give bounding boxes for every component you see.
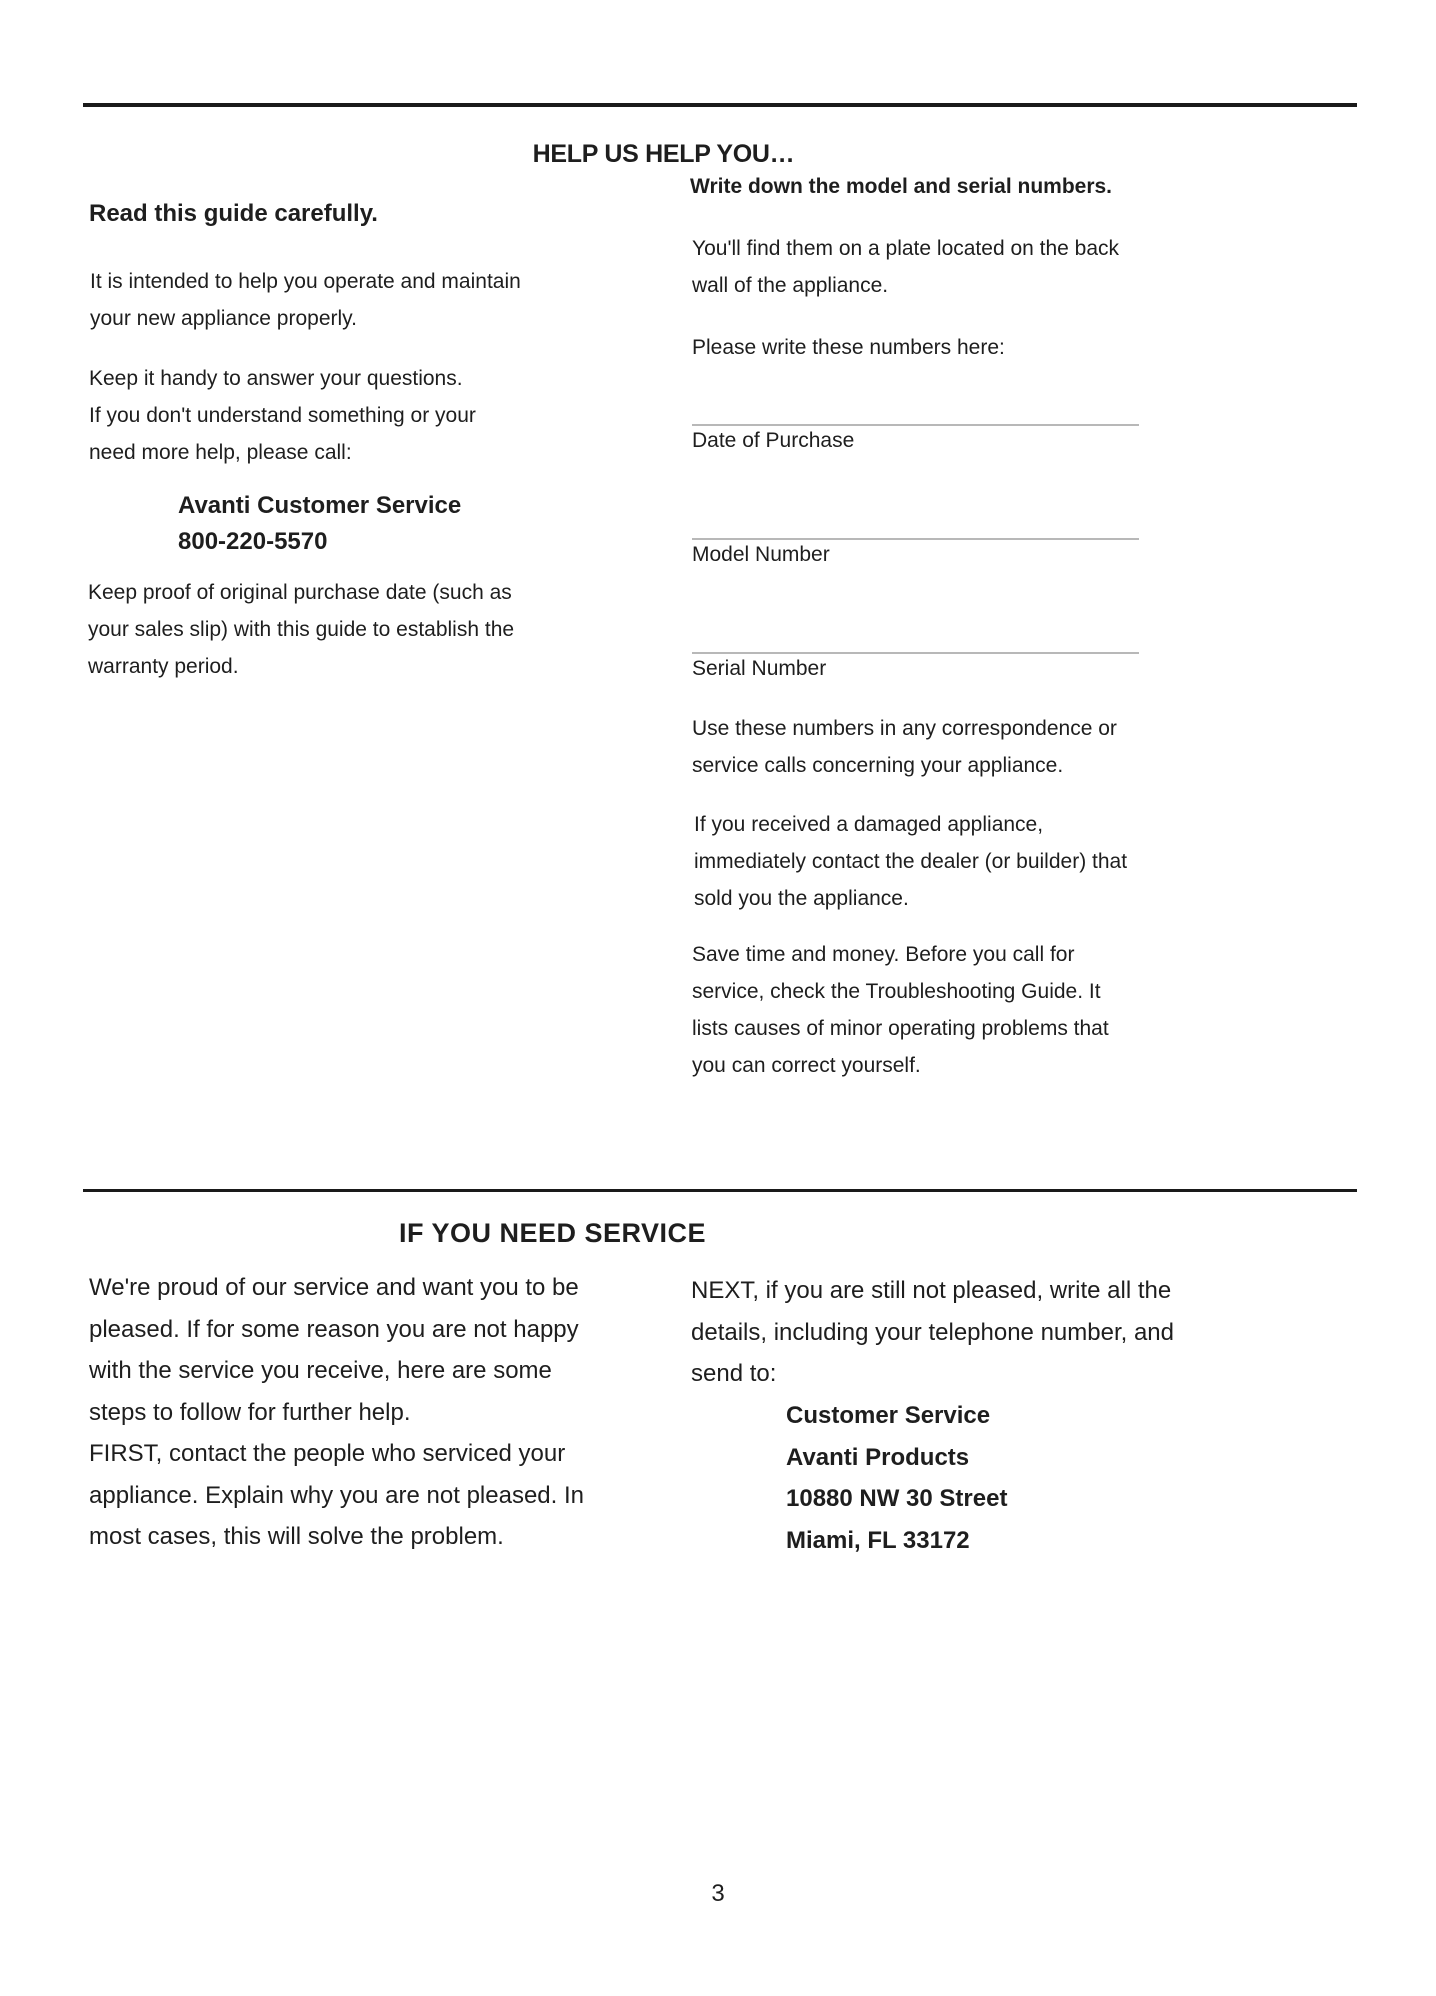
text-line: wall of the appliance. — [692, 274, 889, 297]
serial-number-line — [692, 652, 1139, 654]
page-number: 3 — [711, 1880, 725, 1907]
text-line: appliance. Explain why you are not pleased. In — [89, 1481, 584, 1509]
text-line: Use these numbers in any correspondence or — [692, 717, 1117, 740]
text-line: pleased. If for some reason you are not happy — [89, 1315, 579, 1343]
top-divider — [83, 103, 1357, 107]
section-divider — [83, 1189, 1357, 1192]
save-time-paragraph — [692, 936, 1109, 1084]
address-line: Miami, FL 33172 — [786, 1526, 970, 1554]
text-line: your sales slip) with this guide to establish the — [88, 618, 515, 641]
text-line: Keep it handy to answer your questions. — [89, 367, 463, 390]
text-line: If you received a damaged appliance, — [694, 813, 1044, 836]
address-line: 10880 NW 30 Street — [786, 1485, 1008, 1512]
text-line: NEXT, if you are still not pleased, write all the — [691, 1277, 1172, 1304]
help-section-title: HELP US HELP YOU… — [532, 140, 795, 168]
mailing-address — [786, 1395, 1007, 1561]
model-number-line — [692, 538, 1139, 540]
write-numbers-instruction: Please write these numbers here: — [692, 336, 1005, 359]
text-line: If you don't understand something or your — [89, 404, 476, 427]
contact-name: Avanti Customer Service — [178, 492, 462, 519]
model-number-label: Model Number — [692, 543, 830, 566]
text-line: warranty period. — [88, 655, 239, 678]
damaged-appliance-paragraph — [694, 806, 1127, 917]
text-line: need more help, please call: — [89, 441, 352, 464]
use-numbers-paragraph — [692, 710, 1117, 784]
serial-number-label: Serial Number — [692, 657, 827, 680]
service-right-paragraph — [691, 1270, 1174, 1395]
text-line: immediately contact the dealer (or builder) that — [694, 850, 1128, 873]
text-line: service, check the Troubleshooting Guide. It — [692, 980, 1101, 1003]
read-guide-heading: Read this guide carefully. — [89, 200, 378, 227]
plate-location-paragraph — [692, 230, 1119, 304]
date-of-purchase-line — [692, 424, 1139, 426]
text-line: send to: — [691, 1360, 777, 1387]
write-numbers-heading: Write down the model and serial numbers. — [690, 175, 1113, 198]
text-line: You'll find them on a plate located on the back — [692, 237, 1120, 260]
contact-phone: 800-220-5570 — [178, 528, 328, 555]
address-line: Customer Service — [786, 1402, 991, 1429]
intro-paragraph — [90, 263, 521, 337]
text-line: details, including your telephone number, and — [691, 1318, 1174, 1346]
text-line: lists causes of minor operating problems that — [692, 1017, 1109, 1040]
service-section-title: IF YOU NEED SERVICE — [398, 1218, 707, 1248]
text-line: sold you the appliance. — [694, 887, 909, 910]
text-line: your new appliance properly. — [90, 307, 357, 330]
customer-service-contact — [178, 488, 461, 560]
service-left-paragraph — [89, 1267, 584, 1558]
address-line: Avanti Products — [786, 1443, 970, 1471]
text-line: It is intended to help you operate and maintain — [90, 270, 521, 293]
text-line: steps to follow for further help. — [89, 1398, 411, 1426]
text-line: Keep proof of original purchase date (such as — [88, 581, 512, 604]
text-line: with the service you receive, here are some — [89, 1357, 552, 1384]
text-line: FIRST, contact the people who serviced your — [89, 1440, 566, 1467]
date-of-purchase-label: Date of Purchase — [692, 429, 855, 452]
text-line: We're proud of our service and want you to be — [89, 1274, 579, 1301]
questions-paragraph — [89, 360, 476, 471]
text-line: most cases, this will solve the problem. — [89, 1523, 504, 1550]
proof-of-purchase-paragraph — [88, 574, 514, 685]
text-line: you can correct yourself. — [692, 1054, 921, 1077]
text-line: Save time and money. Before you call for — [692, 943, 1075, 966]
text-line: service calls concerning your appliance. — [692, 754, 1064, 777]
